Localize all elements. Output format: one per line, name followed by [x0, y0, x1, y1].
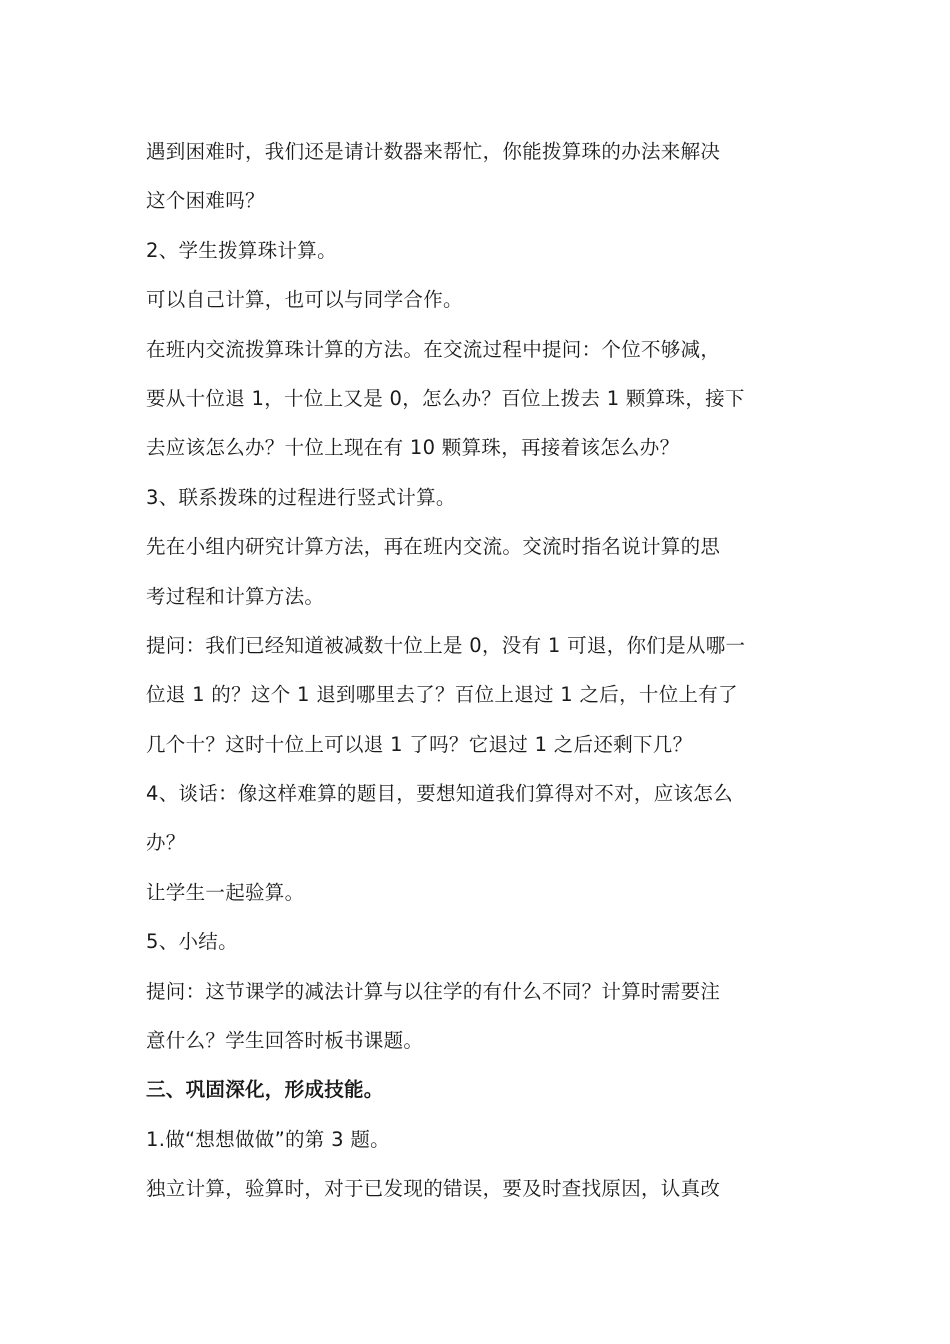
- paragraph-line: 提问：我们已经知道被减数十位上是 0，没有 1 可退，你们是从哪一: [146, 633, 746, 657]
- section-heading: 三、巩固深化，形成技能。: [146, 1078, 384, 1102]
- paragraph-line: 提问：这节课学的减法计算与以往学的有什么不同？计算时需要注: [146, 979, 721, 1003]
- paragraph-line: 让学生一起验算。: [146, 880, 305, 904]
- paragraph-line: 这个困难吗？: [146, 189, 265, 213]
- paragraph-line: 位退 1 的？这个 1 退到哪里去了？百位上退过 1 之后，十位上有了: [146, 683, 738, 707]
- paragraph-line: 去应该怎么办？十位上现在有 10 颗算珠，再接着该怎么办？: [146, 436, 680, 460]
- paragraph-line: 办？: [146, 831, 186, 855]
- paragraph-line: 独立计算，验算时，对于已发现的错误，要及时查找原因，认真改: [146, 1177, 721, 1201]
- paragraph-line: 考过程和计算方法。: [146, 584, 325, 608]
- paragraph-line: 几个十？这时十位上可以退 1 了吗？它退过 1 之后还剩下几？: [146, 732, 693, 756]
- step-heading: 2、学生拨算珠计算。: [146, 238, 337, 262]
- document-body: [146, 127, 816, 1214]
- exercise-heading: 1.做“想想做做”的第 3 题。: [146, 1127, 390, 1151]
- paragraph-line: 在班内交流拨算珠计算的方法。在交流过程中提问：个位不够减，: [146, 337, 721, 361]
- paragraph-line: 可以自己计算，也可以与同学合作。: [146, 288, 463, 312]
- step-heading: 3、联系拨珠的过程进行竖式计算。: [146, 485, 456, 509]
- paragraph-line: 遇到困难时，我们还是请计数器来帮忙，你能拨算珠的办法来解决: [146, 140, 721, 163]
- paragraph-line: 意什么？学生回答时板书课题。: [146, 1029, 424, 1053]
- paragraph-line: 先在小组内研究计算方法，再在班内交流。交流时指名说计算的思: [146, 535, 721, 559]
- step-heading: 4、谈话：像这样难算的题目，要想知道我们算得对不对，应该怎么: [146, 782, 733, 806]
- step-heading: 5、小结。: [146, 930, 238, 954]
- paragraph-line: 要从十位退 1，十位上又是 0，怎么办？百位上拨去 1 颗算珠，接下: [146, 386, 745, 410]
